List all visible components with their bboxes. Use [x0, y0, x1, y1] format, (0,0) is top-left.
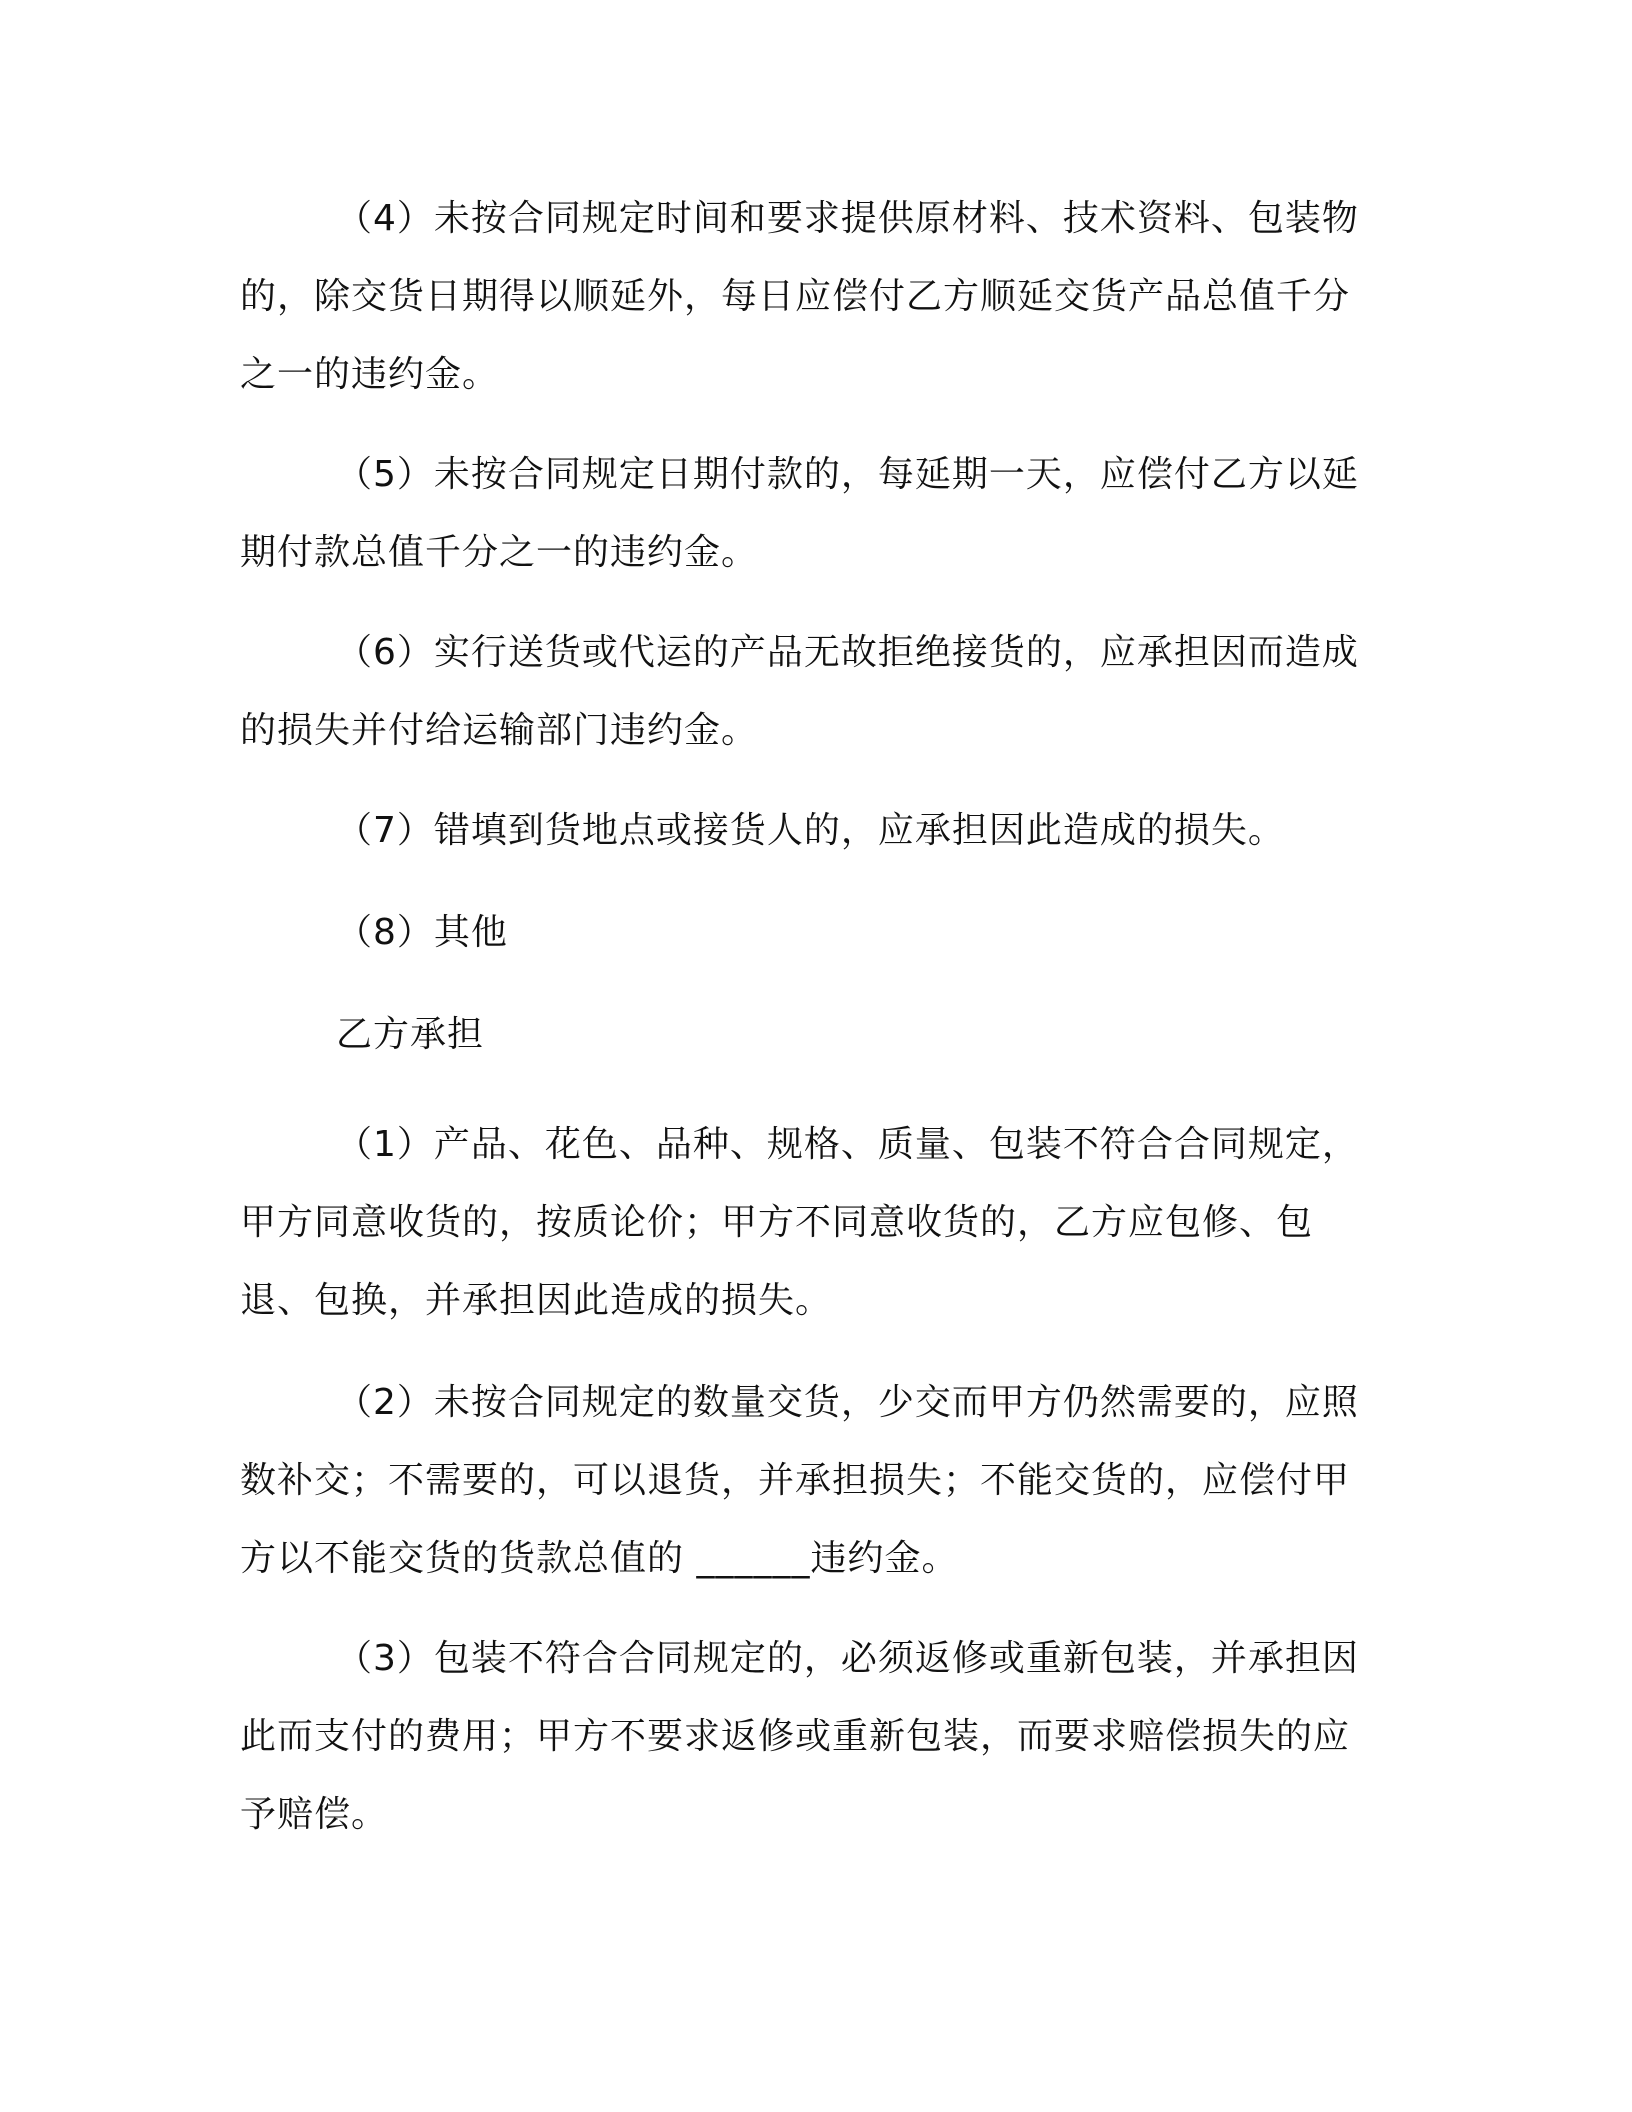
- clause-7-paragraph: （7）错填到货地点或接货人的，应承担因此造成的损失。: [336, 810, 1285, 851]
- clause-6-paragraph: （6）实行送货或代运的产品无故拒绝接货的，应承担因而造成的损失并付给运输部门违约金。: [240, 632, 1359, 751]
- clause-8-paragraph: （8）其他: [336, 912, 508, 953]
- party-b-clause-3-paragraph: （3）包装不符合合同规定的，必须返修或重新包装，并承担因此而支付的费用；甲方不要求返修或重新包装，而要求赔偿损失的应予赔偿。: [240, 1638, 1359, 1835]
- clause-5-paragraph: （5）未按合同规定日期付款的，每延期一天，应偿付乙方以延期付款总值千分之一的违约金。: [240, 454, 1359, 573]
- party-b-section-heading: 乙方承担: [336, 1014, 485, 1055]
- party-b-clause-2-paragraph: （2）未按合同规定的数量交货，少交而甲方仍然需要的，应照数补交；不需要的，可以退货，并承担损失；不能交货的，应偿付甲方以不能交货的货款总值的 ______违约金。: [240, 1382, 1359, 1579]
- party-b-clause-1-paragraph: （1）产品、花色、品种、规格、质量、包装不符合合同规定，甲方同意收货的，按质论价；甲方不同意收货的，乙方应包修、包退、包换，并承担因此造成的损失。: [240, 1124, 1359, 1321]
- clause-4-paragraph: （4）未按合同规定时间和要求提供原材料、技术资料、包装物的，除交货日期得以顺延外，每日应偿付乙方顺延交货产品总值千分之一的违约金。: [240, 198, 1359, 395]
